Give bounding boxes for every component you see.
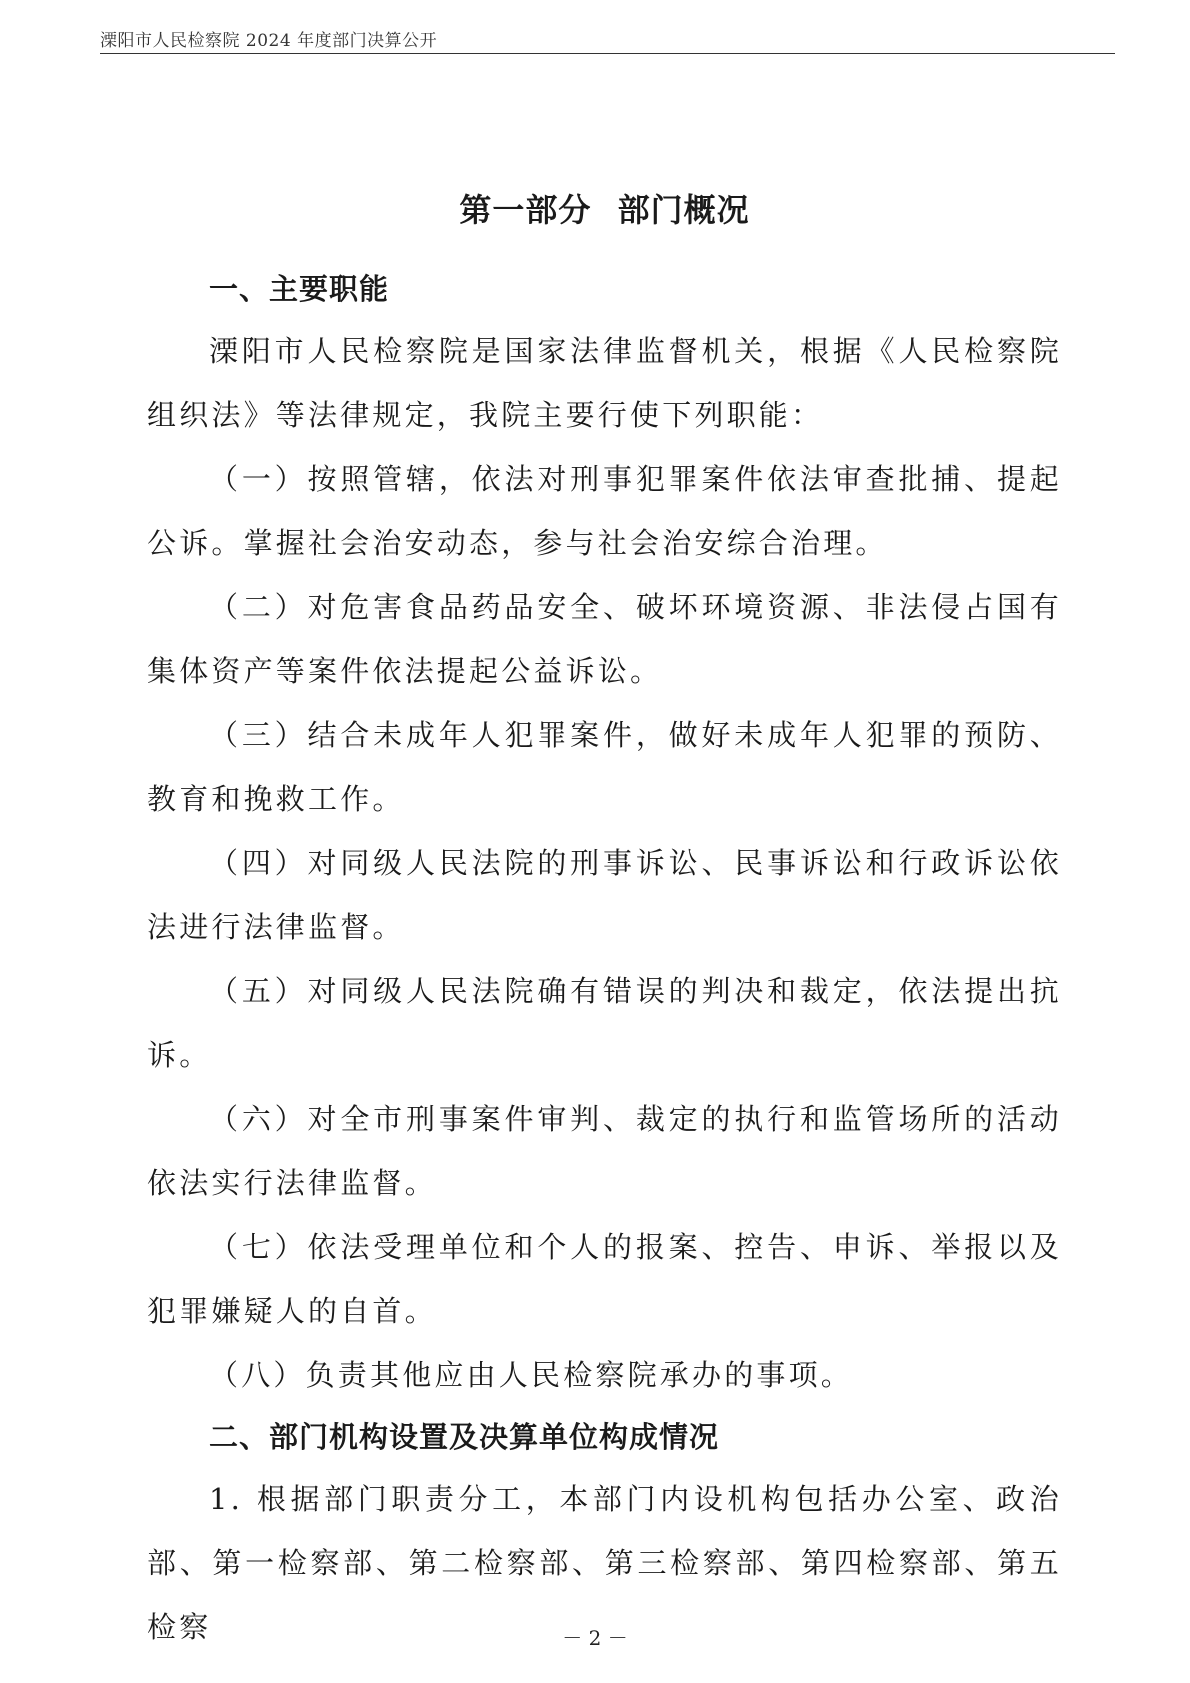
page-number: － 2 － <box>562 1626 628 1650</box>
paragraph-function-8: （八）负责其他应由人民检察院承办的事项。 <box>209 1358 854 1392</box>
section-heading-main-functions: 一、主要职能 <box>209 272 390 306</box>
paragraph-organization-1: 1. 根据部门职责分工，本部门内设机构包括办公室、政治部、第一检察部、第二检察部、第三检察部、第四检察部、第五检察 <box>147 1482 1062 1644</box>
paragraph-function-7: （七）依法受理单位和个人的报案、控告、申诉、举报以及犯罪嫌疑人的自首。 <box>147 1230 1062 1328</box>
paragraph-function-4: （四）对同级人民法院的刑事诉讼、民事诉讼和行政诉讼依法进行法律监督。 <box>147 846 1062 944</box>
running-header: 溧阳市人民检察院 2024 年度部门决算公开 <box>100 31 438 51</box>
header-rule <box>100 53 1115 54</box>
paragraph-function-3: （三）结合未成年人犯罪案件，做好未成年人犯罪的预防、教育和挽救工作。 <box>147 718 1062 816</box>
part-title: 第一部分 部门概况 <box>459 191 750 229</box>
paragraph-function-1: （一）按照管辖，依法对刑事犯罪案件依法审查批捕、提起公诉。掌握社会治安动态，参与社会治安综合治理。 <box>147 462 1062 560</box>
paragraph-function-6: （六）对全市刑事案件审判、裁定的执行和监管场所的活动依法实行法律监督。 <box>147 1102 1062 1200</box>
document-body <box>147 175 1062 1659</box>
paragraph-intro: 溧阳市人民检察院是国家法律监督机关，根据《人民检察院组织法》等法律规定，我院主要行使下列职能： <box>147 334 1062 432</box>
paragraph-function-2: （二）对危害食品药品安全、破坏环境资源、非法侵占国有集体资产等案件依法提起公益诉讼。 <box>147 590 1062 688</box>
section-heading-organization: 二、部门机构设置及决算单位构成情况 <box>209 1420 720 1454</box>
paragraph-function-5: （五）对同级人民法院确有错误的判决和裁定，依法提出抗诉。 <box>147 974 1062 1072</box>
